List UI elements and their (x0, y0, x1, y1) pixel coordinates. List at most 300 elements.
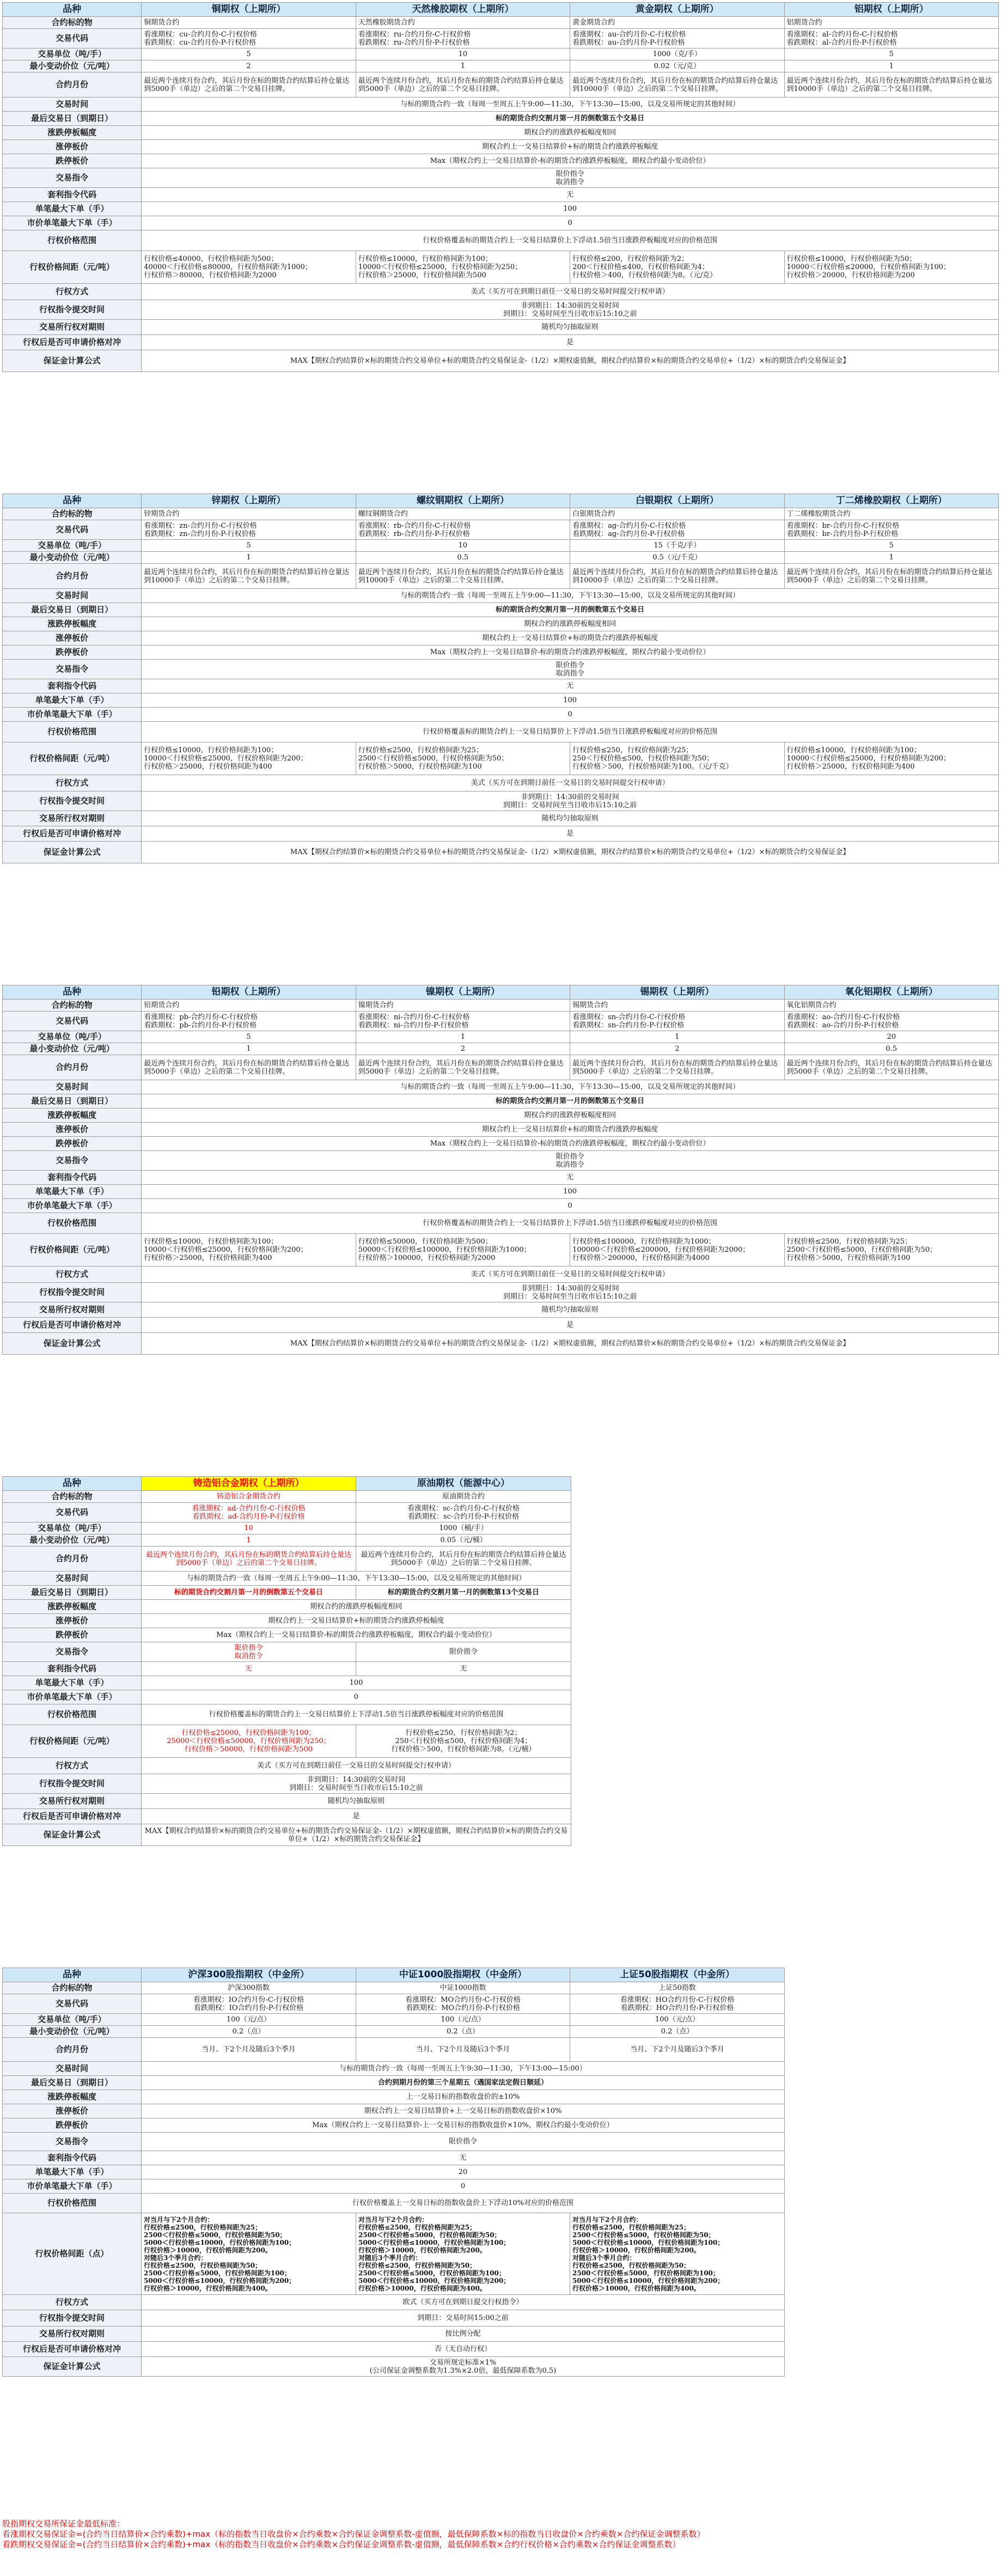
row-strikes (3, 1213, 999, 1234)
row-last-day (3, 1586, 571, 1600)
row-style (3, 1758, 571, 1774)
cell-value: 100（元/点） (356, 2014, 570, 2026)
row-limit (3, 2090, 785, 2104)
row-unit (3, 1031, 999, 1043)
row-down (3, 154, 999, 168)
row-label: 行权指令提交时间 (3, 1283, 142, 1302)
cell-value: 看涨期权：sc-合约月份-C-行权价格 看跌期权：sc-合约月份-P-行权价格 (356, 1503, 571, 1523)
row-label: 套利指令代码 (3, 679, 142, 693)
row-last-day (3, 1094, 999, 1109)
row-label: 行权后是否可申请价格对冲 (3, 1318, 142, 1333)
cell-common: 美式（买方可在到期日前任一交易日的交易时间提交行权申请） (142, 775, 999, 791)
cell-value: 看涨期权：ag-合约月份-C-行权价格 看跌期权：ag-合约月份-P-行权价格 (570, 520, 784, 540)
row-underlying (3, 508, 999, 520)
cell-value: 0.2（点） (570, 2026, 785, 2038)
row-last-day (3, 2076, 785, 2090)
row-label: 交易单位（吨/手） (3, 48, 142, 60)
cell-common: 0 (142, 708, 999, 722)
row-label: 交易时间 (3, 2062, 142, 2076)
row-label: 交易所行权对期则 (3, 320, 142, 335)
cell-value: 看涨期权：ru-合约月份-C-行权价格 看跌期权：ru-合约月份-P-行权价格 (356, 29, 570, 48)
row-label: 交易指令 (3, 168, 142, 188)
row-label: 跌停板价 (3, 1628, 142, 1642)
row-auto (3, 811, 999, 826)
row-label: 最小变动价位（元/吨） (3, 1043, 142, 1055)
row-down (3, 2118, 785, 2133)
row-orders (3, 2133, 785, 2151)
row-hours (3, 98, 999, 112)
cell-value: 行权价格≤2500，行权价格间距为25； 2500＜行权价格≤5000，行权价格间距为50； 行权价格＞5000，行权价格间距为100 (356, 742, 570, 775)
row-interval (3, 1725, 571, 1758)
cell-value: 最近两个连续月份合约，其后月份在标的期货合约结算后持仓量达到5000手（单边）之后的第二个交易日挂牌。 (356, 72, 570, 98)
cell-value: 行权价格≤10000，行权价格间距为50； 10000＜行权价格≤20000，行权价格间距为100； 行权价格＞20000，行权价格间距为200 (784, 251, 998, 284)
row-label: 行权价格间距（元/吨） (3, 1725, 142, 1758)
row-label: 行权方式 (3, 1758, 142, 1774)
row-hours (3, 1080, 999, 1094)
row-label: 交易所行权对期则 (3, 1302, 142, 1318)
row-label: 交易代码 (3, 1012, 142, 1031)
cell-common: 随机均匀抽取原则 (142, 1302, 999, 1318)
cell-value: 铅期货合约 (142, 1000, 356, 1012)
cell-common: 期权合约上一交易日结算价+标的期货合约涨跌停板幅度 (142, 140, 999, 154)
row-tick (3, 1534, 571, 1546)
row-label: 市价单笔最大下单（手） (3, 216, 142, 230)
cell-value: 最近两个连续月份合约，其后月份在标的期货合约结算后持仓量达到10000手（单边）之后的第二个交易日挂牌。 (570, 564, 784, 589)
row-hedge (3, 2342, 785, 2357)
row-label: 行权方式 (3, 1266, 142, 1283)
row-label: 跌停板价 (3, 1137, 142, 1151)
row-style (3, 1266, 999, 1283)
cell-value: 1 (356, 60, 570, 72)
cell-value: 限价指令 取消指令 (142, 1642, 356, 1662)
cell-value: 0.2（点） (142, 2026, 356, 2038)
row-label: 交易时间 (3, 1080, 142, 1094)
cell-value: 标的期货合约交割月第一月的倒数第13个交易日 (356, 1586, 571, 1600)
row-months (3, 2038, 785, 2062)
row-label: 交易指令 (3, 1151, 142, 1171)
note-line: 看跌期权交易保证金=(合约当日结算价×合约乘数)+max（标的指数当日收盘价×合约乘数×合约保证金调整系数-虚值额，最低保障系数×合约行权价格×合约乘数×合约保证金调整系数） (2, 2540, 681, 2549)
row-limit (3, 617, 999, 631)
row-last-day (3, 603, 999, 617)
row-strikes (3, 230, 999, 251)
cell-value: 沪深300指数 (142, 1982, 356, 1994)
cell-value: 行权价格≤100000，行权价格间距为1000； 100000＜行权价格≤200000，行权价格间距为2000； 行权价格＞200000，行权价格间距为4000 (570, 1234, 784, 1266)
cell-common: 与标的期货合约一致（每周一至周五上午9:00—11:30，下午13:30—15:00，以及交易所规定的其他时间） (142, 589, 999, 603)
row-interval (3, 742, 999, 775)
cell-value: 行权价格≤50000，行权价格间距为500； 50000＜行权价格≤100000，行权价格间距为1000； 行权价格＞100000，行权价格间距为2000 (356, 1234, 570, 1266)
cell-common: 美式（买方可在到期日前任一交易日的交易时间提交行权申请） (142, 284, 999, 300)
row-interval (3, 1234, 999, 1266)
row-style (3, 2295, 785, 2310)
cell-value: 1 (570, 1031, 784, 1043)
row-label: 交易时间 (3, 589, 142, 603)
row-margin (3, 1333, 999, 1355)
cell-common: 合约到期月份的第三个星期五（遇国家法定假日顺延） (142, 2076, 785, 2090)
cell-value: 1 (142, 1043, 356, 1055)
cell-value: 2 (570, 1043, 784, 1055)
cell-common: 0 (142, 216, 999, 230)
cell-value: 无 (356, 1662, 571, 1676)
cell-value: 看涨期权：al-合约月份-C-行权价格 看跌期权：al-合约月份-P-行权价格 (784, 29, 998, 48)
row-max-lot (3, 2165, 785, 2179)
cell-value: 100（元/点） (142, 2014, 356, 2026)
cell-common: 上一交易日标的指数收盘价的±10% (142, 2090, 785, 2104)
row-label: 行权方式 (3, 284, 142, 300)
product-header: 镍期权（上期所） (356, 985, 570, 1000)
row-label: 涨停板价 (3, 2104, 142, 2118)
cell-value: 0.5 (356, 552, 570, 564)
row-down (3, 1628, 571, 1642)
cell-value: 看涨期权：MO合约月份-C-行权价格 看跌期权：MO合约月份-P-行权价格 (356, 1994, 570, 2014)
product-header: 锡期权（上期所） (570, 985, 784, 1000)
row-down (3, 645, 999, 660)
cell-common: 行权价格覆盖标的期货合约上一交易日结算价上下浮动1.5倍当日涨跌停板幅度对应的价格范围 (142, 1213, 999, 1234)
cell-common: 100 (142, 202, 999, 216)
product-header: 沪深300股指期权（中金所） (142, 1968, 356, 1982)
cell-common: 0 (142, 1690, 571, 1704)
cell-value: 原油期货合约 (356, 1491, 571, 1503)
row-exercise-time (3, 300, 999, 320)
row-label: 跌停板价 (3, 2118, 142, 2133)
cell-value: 最近两个连续月份合约，其后月份在标的期货合约结算后持仓量达到5000手（单边）之后的第二个交易日挂牌。 (142, 1546, 356, 1572)
row-code (3, 1994, 785, 2014)
cell-common: 无 (142, 679, 999, 693)
row-label: 行权方式 (3, 2295, 142, 2310)
row-label: 合约标的物 (3, 1982, 142, 1994)
row-label: 跌停板价 (3, 645, 142, 660)
product-header: 氧化铝期权（上期所） (784, 985, 998, 1000)
row-code (3, 29, 999, 48)
product-label: 品种 (3, 985, 142, 1000)
row-mkt-max (3, 1199, 999, 1213)
cell-value: 看涨期权：zn-合约月份-C-行权价格 看跌期权：zn-合约月份-P-行权价格 (142, 520, 356, 540)
row-label: 交易所行权对期则 (3, 1794, 142, 1809)
cell-value: 黄金期货合约 (570, 17, 784, 29)
cell-value: 100（元/点） (570, 2014, 785, 2026)
cell-common: MAX【期权合约结算价×标的期货合约交易单位+标的期货合约交易保证金-（1/2）×期权虚值额，期权合约结算价×标的期货合约交易单位+（1/2）×标的期货合约交易保证金】 (142, 1333, 999, 1355)
cell-value: 10 (356, 48, 570, 60)
row-label: 单笔最大下单（手） (3, 202, 142, 216)
row-up (3, 631, 999, 645)
row-limit (3, 126, 999, 140)
product-header: 螺纹钢期权（上期所） (356, 494, 570, 508)
cell-common: 20 (142, 2165, 785, 2179)
row-hours (3, 589, 999, 603)
row-label: 行权价格范围 (3, 2194, 142, 2213)
row-label: 行权后是否可申请价格对冲 (3, 335, 142, 350)
cell-value: 5 (784, 48, 998, 60)
cell-common: 是 (142, 1809, 571, 1824)
row-label: 涨停板价 (3, 631, 142, 645)
cell-value: 限价指令 (356, 1642, 571, 1662)
cell-value: 15（千克/手） (570, 540, 784, 552)
row-product (3, 1477, 571, 1491)
cell-value: 看涨期权：cu-合约月份-C-行权价格 看跌期权：cu-合约月份-P-行权价格 (142, 29, 356, 48)
row-label: 行权价格间距（元/吨） (3, 251, 142, 284)
cell-value: 5 (142, 48, 356, 60)
row-last-day (3, 112, 999, 126)
cell-value: 1 (784, 552, 998, 564)
cell-common: 限价指令 取消指令 (142, 168, 999, 188)
cell-value: 1000（桶/手） (356, 1523, 571, 1534)
row-label: 市价单笔最大下单（手） (3, 2179, 142, 2194)
cell-common: 欧式（买方可在到期日提交行权指令） (142, 2295, 785, 2310)
cell-common: 行权价格覆盖标的期货合约上一交易日结算价上下浮动1.5倍当日涨跌停板幅度对应的价格范围 (142, 1704, 571, 1725)
row-label: 最小变动价位（元/吨） (3, 60, 142, 72)
row-label: 涨跌停板幅度 (3, 126, 142, 140)
row-label: 市价单笔最大下单（手） (3, 1690, 142, 1704)
row-label: 交易所行权对期则 (3, 811, 142, 826)
row-label: 涨跌停板幅度 (3, 1109, 142, 1123)
cell-common: 限价指令 取消指令 (142, 660, 999, 679)
row-product (3, 3, 999, 17)
row-margin (3, 842, 999, 863)
row-label: 套利指令代码 (3, 188, 142, 202)
cell-common: 非到期日：14:30前的交易时间 到期日：交易时间至当日收市后15:10之前 (142, 1283, 999, 1302)
row-label: 行权价格范围 (3, 1213, 142, 1234)
product-label: 品种 (3, 3, 142, 17)
row-months (3, 1055, 999, 1080)
row-label: 涨跌停板幅度 (3, 1600, 142, 1614)
cell-value: 看涨期权：br-合约月份-C-行权价格 看跌期权：br-合约月份-P-行权价格 (784, 520, 998, 540)
cell-value: 0.5 (784, 1043, 998, 1055)
row-up (3, 140, 999, 154)
row-exercise-time (3, 791, 999, 811)
cell-value: 看涨期权：ao-合约月份-C-行权价格 看跌期权：ao-合约月份-P-行权价格 (784, 1012, 998, 1031)
row-label: 交易指令 (3, 2133, 142, 2151)
cell-common: 无 (142, 188, 999, 202)
row-strikes (3, 2194, 785, 2213)
cell-value: 最近两个连续月份合约，其后月份在标的期货合约结算后持仓量达到10000手（单边）之后的第二个交易日挂牌。 (570, 72, 784, 98)
product-header: 铜期权（上期所） (142, 3, 356, 17)
cell-common: 随机均匀抽取原则 (142, 811, 999, 826)
cell-common: 美式（买方可在到期日前任一交易日的交易时间提交行权申请） (142, 1758, 571, 1774)
row-label: 单笔最大下单（手） (3, 693, 142, 708)
cell-common: MAX【期权合约结算价×标的期货合约交易单位+标的期货合约交易保证金-（1/2）×期权虚值额，期权合约结算价×标的期货合约交易单位+（1/2）×标的期货合约交易保证金】 (142, 842, 999, 863)
row-label: 单笔最大下单（手） (3, 1185, 142, 1199)
row-label: 交易时间 (3, 1572, 142, 1586)
row-down (3, 1137, 999, 1151)
cell-value: 氧化铝期货合约 (784, 1000, 998, 1012)
row-label: 市价单笔最大下单（手） (3, 1199, 142, 1213)
row-auto (3, 1794, 571, 1809)
row-label: 行权价格间距（点） (3, 2213, 142, 2295)
row-label: 合约月份 (3, 1055, 142, 1080)
cell-value: 5 (142, 540, 356, 552)
row-label: 行权价格间距（元/吨） (3, 1234, 142, 1266)
row-auto (3, 320, 999, 335)
row-label: 涨跌停板幅度 (3, 617, 142, 631)
cell-common: 按比例分配 (142, 2327, 785, 2342)
row-label: 最后交易日（到期日） (3, 1094, 142, 1109)
row-label: 行权后是否可申请价格对冲 (3, 2342, 142, 2357)
row-label: 合约标的物 (3, 508, 142, 520)
row-label: 交易代码 (3, 520, 142, 540)
product-header: 铝期权（上期所） (784, 3, 998, 17)
row-product (3, 985, 999, 1000)
cell-common: MAX【期权合约结算价×标的期货合约交易单位+标的期货合约交易保证金-（1/2）×期权虚值额，期权合约结算价×标的期货合约交易单位+（1/2）×标的期货合约交易保证金】 (142, 1824, 571, 1846)
row-label: 保证金计算公式 (3, 1333, 142, 1355)
cell-value: 行权价格≤2500，行权价格间距为25； 2500＜行权价格≤5000，行权价格间距为50； 行权价格＞5000，行权价格间距为100 (784, 1234, 998, 1266)
cell-value: 行权价格≤200，行权价格间距为2； 200＜行权价格≤400，行权价格间距为4； 行权价格＞400，行权价格间距为8。（元/克） (570, 251, 784, 284)
row-label: 行权指令提交时间 (3, 300, 142, 320)
row-label: 行权价格间距（元/吨） (3, 742, 142, 775)
row-hedge (3, 335, 999, 350)
cell-value: 最近两个连续月份合约，其后月份在标的期货合约结算后持仓量达到10000手（单边）之后的第二个交易日挂牌。 (142, 564, 356, 589)
cell-common: 限价指令 取消指令 (142, 1151, 999, 1171)
row-style (3, 284, 999, 300)
row-label: 最后交易日（到期日） (3, 112, 142, 126)
row-tick (3, 1043, 999, 1055)
row-exercise-time (3, 1283, 999, 1302)
section-4-table (2, 1476, 571, 1846)
cell-common: 否（无自动行权） (142, 2342, 785, 2357)
row-orders (3, 1642, 571, 1662)
product-header: 白银期权（上期所） (570, 494, 784, 508)
cell-value: 锌期货合约 (142, 508, 356, 520)
cell-value: 无 (142, 1662, 356, 1676)
cell-value: 1 (142, 552, 356, 564)
row-label: 交易时间 (3, 98, 142, 112)
cell-common: 限价指令 (142, 2133, 785, 2151)
row-mkt-max (3, 2179, 785, 2194)
cell-common: 行权价格覆盖标的期货合约上一交易日结算价上下浮动1.5倍当日涨跌停板幅度对应的价格范围 (142, 722, 999, 742)
row-label: 涨跌停板幅度 (3, 2090, 142, 2104)
row-label: 市价单笔最大下单（手） (3, 708, 142, 722)
row-max-lot (3, 1185, 999, 1199)
row-code (3, 520, 999, 540)
row-orders (3, 1151, 999, 1171)
row-up (3, 2104, 785, 2118)
product-header-highlight: 铸造铝合金期权（上期所） (142, 1477, 356, 1491)
row-tick (3, 2026, 785, 2038)
row-label: 交易单位（吨/手） (3, 1523, 142, 1534)
cell-common: 非到期日：14:30前的交易时间 到期日：交易时间至当日收市后15:10之前 (142, 300, 999, 320)
row-interval (3, 251, 999, 284)
cell-common: 期权合约上一交易日结算价+标的期货合约涨跌停板幅度 (142, 631, 999, 645)
cell-common: 行权价格覆盖上一交易日标的指数收盘价上下浮动10%对应的价格范围 (142, 2194, 785, 2213)
row-label: 保证金计算公式 (3, 1824, 142, 1846)
cell-value: 丁二烯橡胶期货合约 (784, 508, 998, 520)
row-label: 交易单位（吨/手） (3, 1031, 142, 1043)
row-hours (3, 1572, 571, 1586)
row-up (3, 1614, 571, 1628)
cell-value: 看涨期权：rb-合约月份-C-行权价格 看跌期权：rb-合约月份-P-行权价格 (356, 520, 570, 540)
cell-value: 最近两个连续月份合约，其后月份在标的期货合约结算后持仓量达到5000手（单边）之后的第二个交易日挂牌。 (142, 72, 356, 98)
row-hedge (3, 1318, 999, 1333)
row-mkt-max (3, 216, 999, 230)
cell-common: MAX【期权合约结算价×标的期货合约交易单位+标的期货合约交易保证金-（1/2）×期权虚值额，期权合约结算价×标的期货合约交易单位+（1/2）×标的期货合约交易保证金】 (142, 350, 999, 372)
row-label: 跌停板价 (3, 154, 142, 168)
row-auto (3, 1302, 999, 1318)
cell-value: 行权价格≤250，行权价格间距为2； 250＜行权价格≤500，行权价格间距为4； 行权价格＞500，行权价格间距为8。（元/桶） (356, 1725, 571, 1758)
row-label: 最后交易日（到期日） (3, 2076, 142, 2090)
row-label: 涨停板价 (3, 140, 142, 154)
cell-value: 看涨期权：HO合约月份-C-行权价格 看跌期权：HO合约月份-P-行权价格 (570, 1994, 785, 2014)
row-up (3, 1123, 999, 1137)
row-label: 最小变动价位（元/吨） (3, 1534, 142, 1546)
row-label: 行权指令提交时间 (3, 791, 142, 811)
cell-common: Max（期权合约上一交易日结算价-标的期货合约涨跌停板幅度，期权合约最小变动价位） (142, 645, 999, 660)
cell-value: 10 (356, 540, 570, 552)
cell-value: 最近两个连续月份合约，其后月份在标的期货合约结算后持仓量达到5000手（单边）之后的第二个交易日挂牌。 (356, 1546, 571, 1572)
cell-common: Max（期权合约上一交易日结算价-标的期货合约涨跌停板幅度，期权合约最小变动价位） (142, 1628, 571, 1642)
cell-common: 无 (142, 2151, 785, 2165)
row-label: 合约标的物 (3, 17, 142, 29)
cell-common: 非到期日：14:30前的交易时间 到期日：交易时间至当日收市后15:10之前 (142, 1774, 571, 1794)
row-label: 套利指令代码 (3, 1662, 142, 1676)
note-line: 股指期权交易所保证金最低标准： (2, 2519, 125, 2529)
product-header: 天然橡胶期权（上期所） (356, 3, 570, 17)
cell-value: 对当月与下2个月合约： 行权价格≤2500，行权价格间距为25； 2500＜行权价格≤5000，行权价格间距为50； 5000＜行权价格≤10000，行权价格间距为100； 行权价格＞10000，行权价格间距为200。 对随后3个季月合约： 行权价格≤2500，行权价格间距为50； 2500＜行权价格≤5000，行权价格间距为100； 5000＜行权价格≤10000，行权价格间距为200； 行权价格＞10000，行权价格间距为400。 (142, 2213, 356, 2295)
cell-common: 交易所规定标准×1% (公司保证金调整系数为1.3%×2.0倍，最低保障系数为0.5) (142, 2357, 785, 2377)
row-label: 最后交易日（到期日） (3, 603, 142, 617)
product-label: 品种 (3, 494, 142, 508)
row-label: 保证金计算公式 (3, 842, 142, 863)
cell-value: 5 (784, 540, 998, 552)
row-orders (3, 660, 999, 679)
cell-value: 白银期货合约 (570, 508, 784, 520)
row-label: 行权后是否可申请价格对冲 (3, 1809, 142, 1824)
cell-value: 20 (784, 1031, 998, 1043)
cell-common: 期权合约的涨跌停板幅度相同 (142, 1600, 571, 1614)
cell-value: 当月、下2个月及随后3个季月 (356, 2038, 570, 2062)
cell-common: 期权合约的涨跌停板幅度相同 (142, 617, 999, 631)
row-hours (3, 2062, 785, 2076)
row-underlying (3, 1491, 571, 1503)
row-label: 合约月份 (3, 1546, 142, 1572)
product-header: 铅期权（上期所） (142, 985, 356, 1000)
margin-notes (2, 2519, 999, 2550)
cell-value: 1 (784, 60, 998, 72)
cell-value: 0.02（元/克） (570, 60, 784, 72)
cell-value: 2 (356, 1043, 570, 1055)
row-underlying (3, 1000, 999, 1012)
cell-common: 期权合约的涨跌停板幅度相同 (142, 126, 999, 140)
cell-value: 标的期货合约交割月第一月的倒数第五个交易日 (142, 1586, 356, 1600)
cell-common: 行权价格覆盖标的期货合约上一交易日结算价上下浮动1.5倍当日涨跌停板幅度对应的价格范围 (142, 230, 999, 251)
cell-value: 铸造铝合金期货合约 (142, 1491, 356, 1503)
row-label: 交易单位（吨/手） (3, 2014, 142, 2026)
row-mkt-max (3, 1690, 571, 1704)
cell-value: 行权价格≤25000，行权价格间距为100； 25000＜行权价格≤50000，行权价格间距为250； 行权价格＞50000，行权价格间距为500 (142, 1725, 356, 1758)
cell-common: 标的期货合约交割月第一月的倒数第五个交易日 (142, 603, 999, 617)
row-label: 单笔最大下单（手） (3, 1676, 142, 1690)
row-quote (3, 1662, 571, 1676)
row-label: 交易指令 (3, 1642, 142, 1662)
row-code (3, 1012, 999, 1031)
cell-value: 行权价格≤10000，行权价格间距为100； 10000＜行权价格≤25000，行权价格间距为200； 行权价格＞25000，行权价格间距为400 (142, 1234, 356, 1266)
cell-common: 与标的期货合约一致（每周一至周五上午9:00—11:30，下午13:30—15:00，以及交易所规定的其他时间） (142, 98, 999, 112)
row-label: 最小变动价位（元/吨） (3, 2026, 142, 2038)
row-unit (3, 1523, 571, 1534)
row-exercise-time (3, 2310, 785, 2327)
cell-common: Max（期权合约上一交易日结算价-上一交易日标的指数收盘价×10%，期权合约最小变动价位） (142, 2118, 785, 2133)
row-quote (3, 679, 999, 693)
cell-value: 对当月与下2个月合约： 行权价格≤2500，行权价格间距为25； 2500＜行权价格≤5000，行权价格间距为50； 5000＜行权价格≤10000，行权价格间距为100； 行权价格＞10000，行权价格间距为200。 对随后3个季月合约： 行权价格≤2500，行权价格间距为50； 2500＜行权价格≤5000，行权价格间距为100； 5000＜行权价格≤10000，行权价格间距为200； 行权价格＞10000，行权价格间距为400。 (570, 2213, 785, 2295)
row-label: 合约月份 (3, 564, 142, 589)
cell-value: 最近两个连续月份合约，其后月份在标的期货合约结算后持仓量达到5000手（单边）之后的第二个交易日挂牌。 (784, 564, 998, 589)
cell-value: 最近两个连续月份合约，其后月份在标的期货合约结算后持仓量达到5000手（单边）之后的第二个交易日挂牌。 (784, 1055, 998, 1080)
row-label: 涨停板价 (3, 1614, 142, 1628)
cell-value: 5 (142, 1031, 356, 1043)
cell-common: 随机均匀抽取原则 (142, 1794, 571, 1809)
row-unit (3, 540, 999, 552)
row-mkt-max (3, 708, 999, 722)
row-strikes (3, 722, 999, 742)
row-label: 合约标的物 (3, 1000, 142, 1012)
cell-common: 与标的期货合约一致（每周一至周五上午9:00—11:30，下午13:30—15:00，以及交易所规定的其他时间） (142, 1080, 999, 1094)
